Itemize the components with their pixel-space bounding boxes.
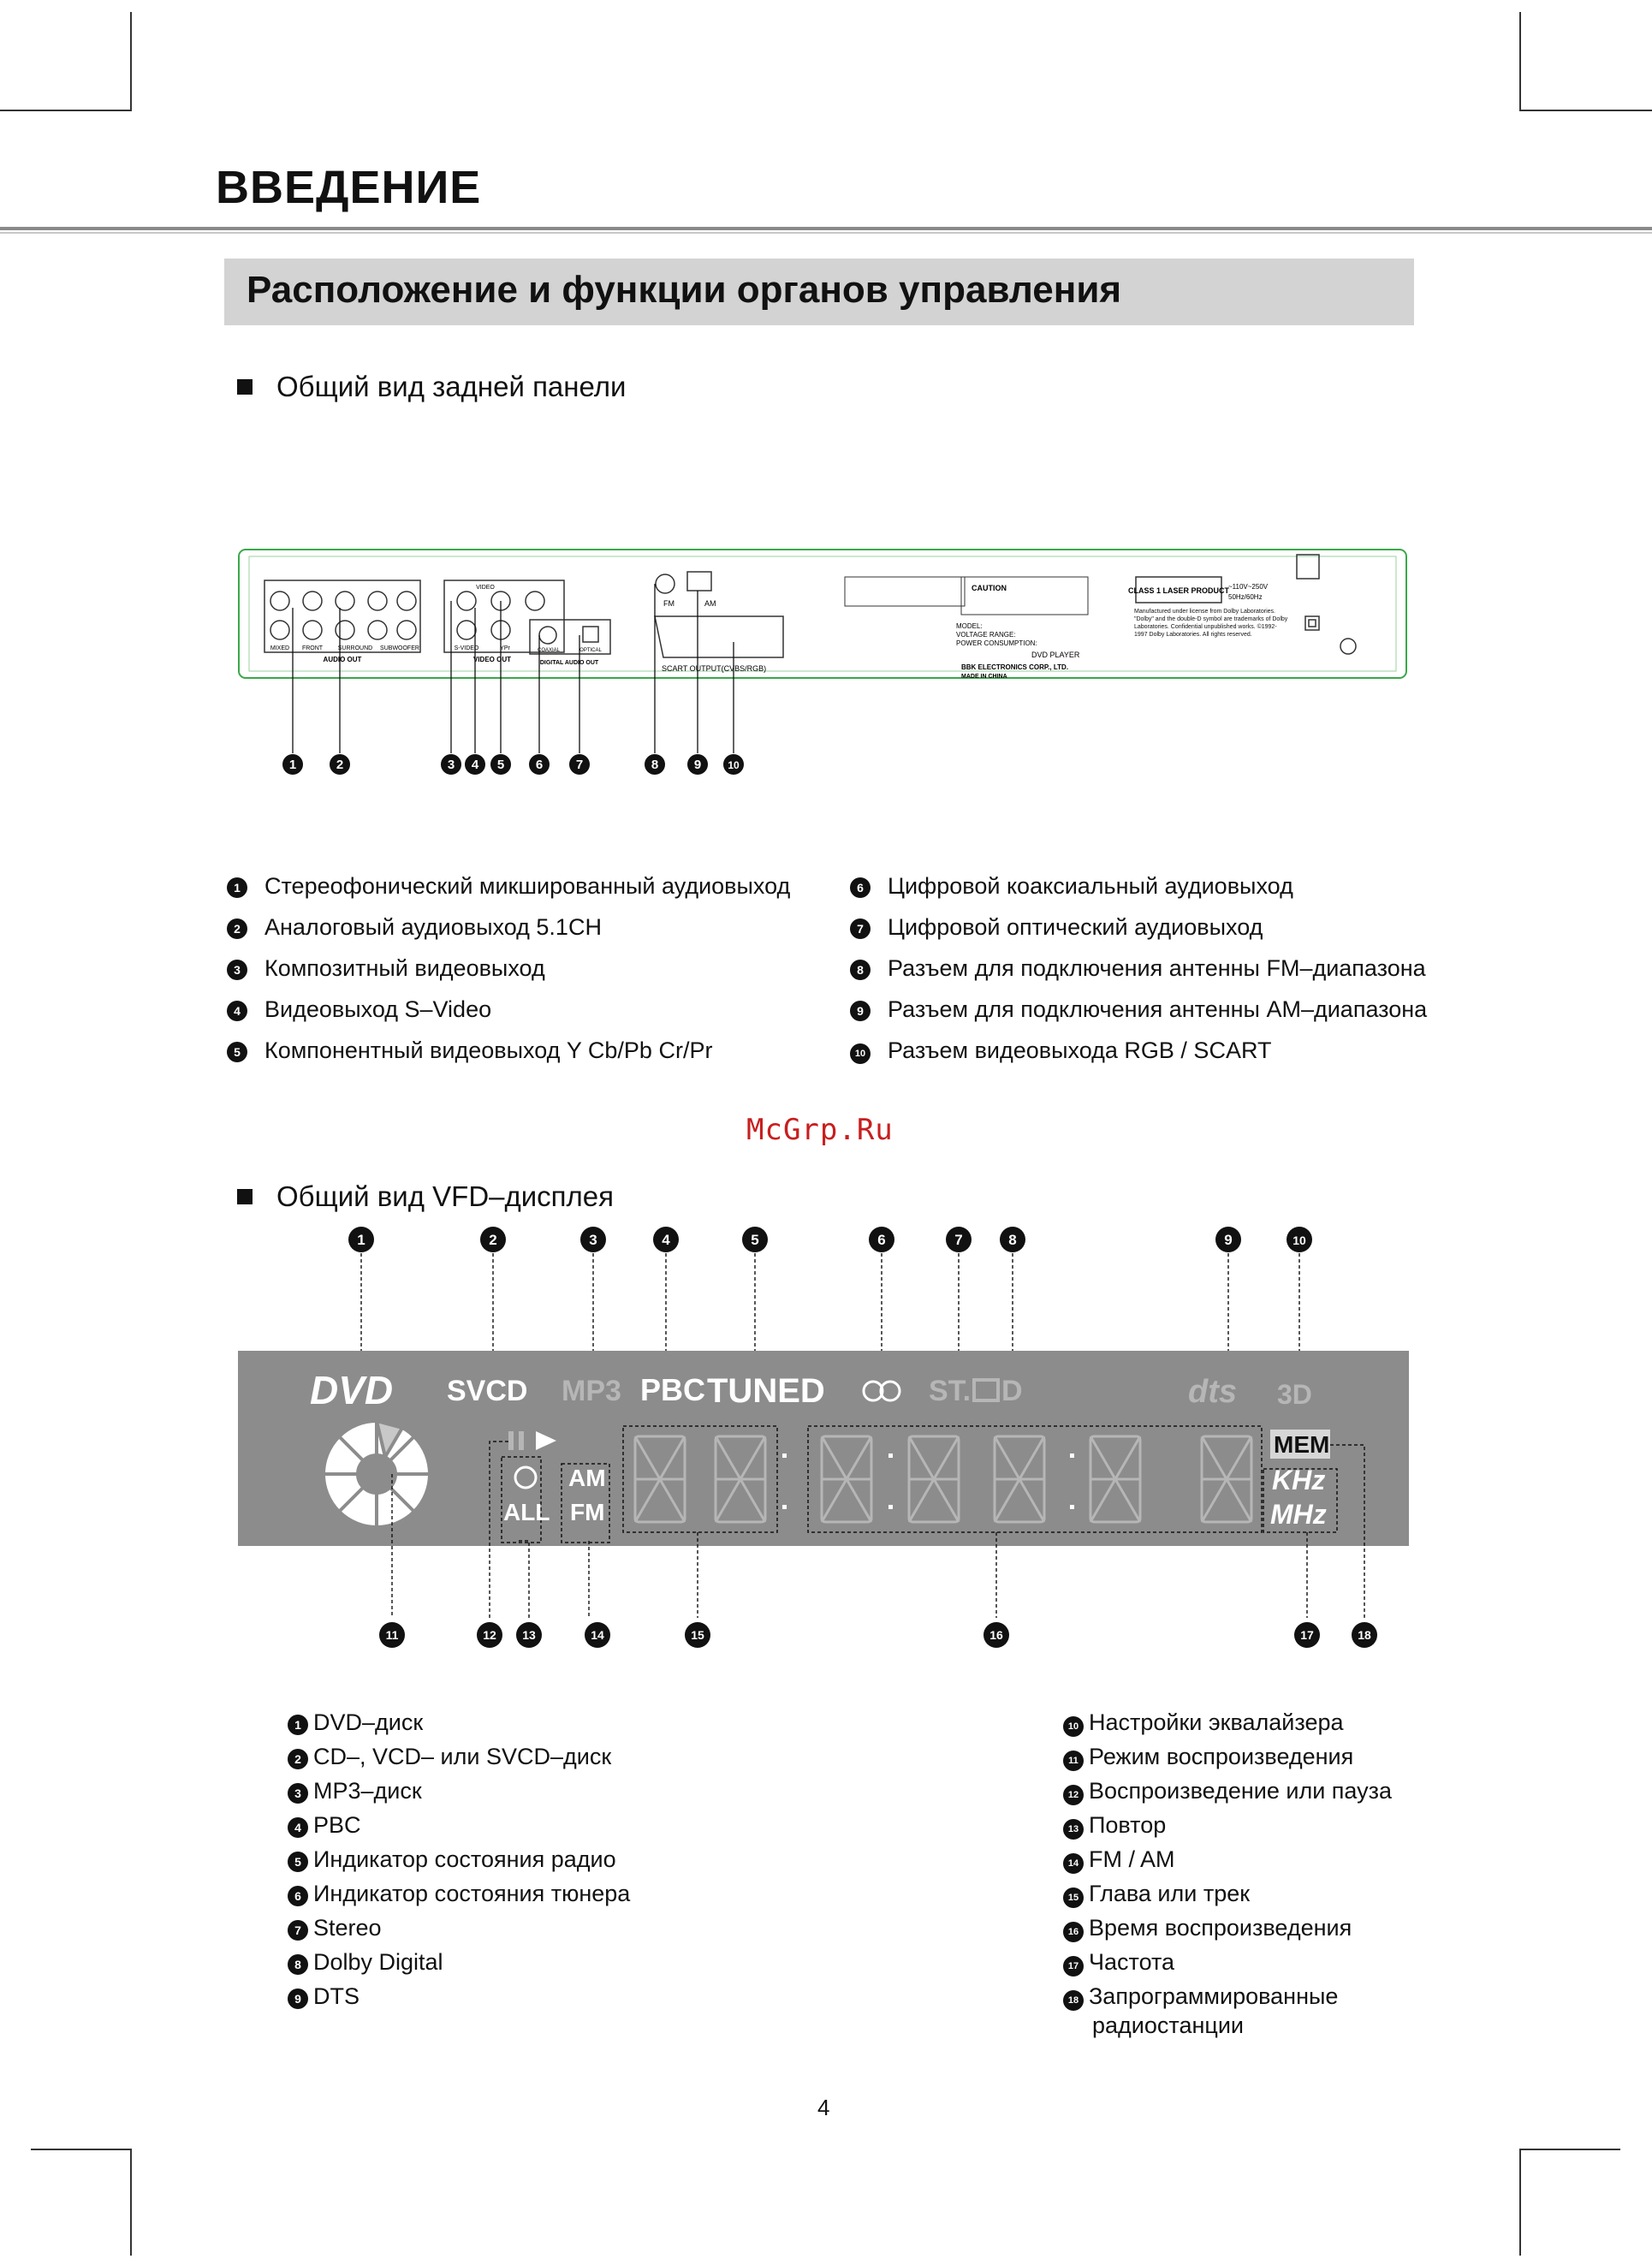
list-item <box>288 1983 360 2010</box>
label-mixed: MIXED <box>270 645 290 651</box>
list-text: Цифровой оптический аудиовыход <box>888 914 1263 940</box>
crop-mark <box>1519 12 1521 111</box>
list-text: DVD–диск <box>313 1709 424 1735</box>
list-number: 3 <box>227 960 247 980</box>
list-text: Частота <box>1089 1949 1175 1975</box>
list-item <box>1063 1915 1352 1942</box>
vfd-callout-6: 6 <box>877 1232 886 1248</box>
vfd-bottom-callouts <box>231 1618 1412 1661</box>
list-item <box>1063 1778 1392 1805</box>
list-text: Разъем для подключения антенны FM–диапазона <box>888 955 1426 981</box>
label-dvd-player: DVD PLAYER <box>1031 651 1080 659</box>
list-item <box>288 1846 616 1873</box>
list-number: 6 <box>288 1886 308 1906</box>
list-item <box>288 1915 382 1941</box>
list-number: 3 <box>288 1783 308 1804</box>
list-item <box>1063 1744 1353 1771</box>
list-number: 9 <box>288 1989 308 2009</box>
list-number: 8 <box>850 960 871 980</box>
list-text: Глава или трек <box>1089 1881 1251 1906</box>
list-item <box>850 996 1427 1023</box>
vfd-khz: KHz <box>1272 1465 1326 1495</box>
label-video: VIDEO <box>476 585 495 591</box>
bullet-square-icon <box>237 1189 253 1204</box>
list-item <box>1063 1983 1338 2011</box>
list-number: 16 <box>1063 1922 1084 1942</box>
label-scart: SCART OUTPUT(CVBS/RGB) <box>662 664 767 673</box>
list-number: 10 <box>1063 1716 1084 1737</box>
vfd-fm: FM <box>570 1499 605 1525</box>
vfd-callout-12: 12 <box>483 1628 496 1642</box>
list-text: CD–, VCD– или SVCD–диск <box>313 1744 612 1769</box>
vfd-callout-18: 18 <box>1358 1628 1371 1642</box>
vfd-callout-8: 8 <box>1008 1232 1017 1248</box>
list-number: 2 <box>288 1749 308 1769</box>
rear-callout-3: 3 <box>447 758 455 772</box>
crop-mark <box>130 12 132 111</box>
vfd-pbc: PBC <box>640 1372 706 1407</box>
rear-callout-8: 8 <box>651 758 659 772</box>
list-item <box>288 1881 630 1907</box>
vfd-mem: MEM <box>1274 1431 1330 1458</box>
list-number: 1 <box>288 1715 308 1735</box>
crop-mark <box>31 2149 132 2150</box>
list-number: 7 <box>850 918 871 939</box>
list-item <box>288 1812 361 1839</box>
list-number: 2 <box>227 918 247 939</box>
label-subwoofer: SUBWOOFER <box>380 645 419 651</box>
vfd-callout-10: 10 <box>1292 1234 1306 1247</box>
list-text: DTS <box>313 1983 360 2009</box>
vfd-3d: 3D <box>1277 1379 1312 1410</box>
vfd-am: AM <box>568 1465 606 1491</box>
label-am: AM <box>704 599 716 608</box>
vfd-callout-15: 15 <box>691 1628 704 1642</box>
vfd-callout-17: 17 <box>1300 1628 1314 1642</box>
crop-mark <box>1519 2149 1521 2256</box>
label-coaxial: COAXIAL <box>537 648 561 653</box>
list-number: 1 <box>227 877 247 898</box>
vfd-callout-3: 3 <box>589 1232 597 1248</box>
label-caution: CAUTION <box>972 584 1007 592</box>
label-maker: BBK ELECTRONICS CORP., LTD. <box>961 663 1069 671</box>
vfd-pause-icon <box>508 1431 514 1450</box>
list-item <box>288 1778 422 1804</box>
list-item <box>288 1949 443 1976</box>
vfd-all: ALL <box>503 1499 550 1525</box>
vfd-heading: Общий вид VFD–дисплея <box>276 1180 615 1212</box>
list-text: FM / AM <box>1089 1846 1175 1872</box>
list-number: 4 <box>288 1817 308 1838</box>
label-digital-audio-out: DIGITAL AUDIO OUT <box>539 660 599 666</box>
list-item <box>227 1037 712 1064</box>
vfd-disc-icon <box>324 1421 430 1527</box>
label-hz: 50Hz/60Hz <box>1228 593 1263 601</box>
list-number: 5 <box>227 1042 247 1062</box>
page-title: ВВЕДЕНИЕ <box>216 162 482 213</box>
list-item <box>850 1037 1271 1064</box>
list-text: Режим воспроизведения <box>1089 1744 1354 1769</box>
list-item <box>288 1744 611 1770</box>
vfd-callout-16: 16 <box>989 1628 1003 1642</box>
list-item <box>850 873 1293 900</box>
label-power: POWER CONSUMPTION: <box>956 639 1037 647</box>
list-item <box>227 996 491 1023</box>
label-volt-range: ~110V~250V <box>1228 583 1269 591</box>
label-audio-out: AUDIO OUT <box>323 656 362 663</box>
header-rule-thin <box>0 232 1652 234</box>
list-number: 15 <box>1063 1887 1084 1908</box>
vfd-dts: dts <box>1188 1374 1237 1410</box>
label-optical: OPTICAL <box>579 648 602 653</box>
vfd-callout-7: 7 <box>954 1232 963 1248</box>
label-front: FRONT <box>301 645 324 651</box>
list-number: 7 <box>288 1920 308 1941</box>
vfd-tuned: TUNED <box>707 1372 825 1410</box>
list-item <box>1063 1709 1344 1737</box>
vfd-dvd-logo: DVD <box>310 1368 394 1412</box>
list-text: Время воспроизведения <box>1089 1915 1352 1941</box>
list-number: 11 <box>1063 1751 1084 1771</box>
list-text: Dolby Digital <box>313 1949 443 1975</box>
list-text: Аналоговый аудиовыход 5.1CH <box>264 914 602 940</box>
list-text: Компонентный видеовыход Y Cb/Pb Cr/Pr <box>264 1037 713 1063</box>
list-item <box>1063 1846 1175 1874</box>
vfd-callout-5: 5 <box>751 1232 759 1248</box>
rear-callout-2: 2 <box>336 758 344 772</box>
list-text: Цифровой коаксиальный аудиовыход <box>888 873 1293 899</box>
vfd-svcd: SVCD <box>447 1375 528 1407</box>
rear-panel-heading: Общий вид задней панели <box>276 371 627 402</box>
list-text: Индикатор состояния тюнера <box>313 1881 631 1906</box>
list-text: Разъем для подключения антенны AM–диапазона <box>888 996 1428 1022</box>
label-svideo: S-VIDEO <box>454 645 479 651</box>
label-class-laser: CLASS 1 LASER PRODUCT <box>1127 586 1230 595</box>
section-title: Расположение и функции органов управления <box>247 269 1122 311</box>
list-item-continuation <box>1092 2012 1244 2039</box>
rear-panel-callouts <box>235 685 835 779</box>
list-item <box>227 955 545 982</box>
list-text: Видеовыход S–Video <box>264 996 492 1022</box>
rear-panel-diagram <box>235 539 1412 685</box>
label-voltage: VOLTAGE RANGE: <box>956 631 1016 639</box>
vfd-dolby-d: D <box>1001 1375 1023 1407</box>
list-number: 8 <box>288 1954 308 1975</box>
list-number: 13 <box>1063 1819 1084 1840</box>
vfd-callout-13: 13 <box>522 1628 536 1642</box>
list-text: Воспроизведение или пауза <box>1089 1778 1393 1804</box>
rear-callout-7: 7 <box>575 758 584 772</box>
rear-callout-10: 10 <box>728 759 740 771</box>
rear-callout-1: 1 <box>288 758 297 772</box>
crop-mark <box>1519 110 1652 111</box>
list-item <box>850 955 1426 982</box>
crop-mark <box>130 2149 132 2256</box>
list-text: Индикатор состояния радио <box>313 1846 616 1872</box>
list-number: 10 <box>850 1043 871 1064</box>
list-text: PBC <box>313 1812 361 1838</box>
list-text: Настройки эквалайзера <box>1089 1709 1344 1735</box>
bullet-square-icon <box>237 379 253 395</box>
label-made-in: MADE IN CHINA <box>961 674 1007 680</box>
crop-mark <box>1519 2149 1620 2150</box>
list-number: 14 <box>1063 1853 1084 1874</box>
rear-callout-4: 4 <box>471 758 479 772</box>
list-item <box>227 873 790 900</box>
vfd-st: ST. <box>929 1375 972 1407</box>
page-number: 4 <box>817 2095 830 2120</box>
list-item <box>227 914 602 941</box>
list-number: 6 <box>850 877 871 898</box>
list-text: Композитный видеовыход <box>264 955 545 981</box>
list-number: 18 <box>1063 1990 1084 2011</box>
rear-callout-5: 5 <box>496 758 505 772</box>
rear-callout-6: 6 <box>535 758 544 772</box>
crop-mark <box>0 110 130 111</box>
list-number: 5 <box>288 1852 308 1872</box>
vfd-callout-9: 9 <box>1224 1232 1233 1248</box>
list-text: Разъем видеовыхода RGB / SCART <box>888 1037 1272 1063</box>
list-item <box>1063 1881 1250 1908</box>
list-number: 4 <box>227 1001 247 1021</box>
label-video-out: VIDEO OUT <box>472 656 512 663</box>
list-item <box>1063 1949 1174 1977</box>
vfd-callout-14: 14 <box>591 1628 604 1642</box>
vfd-diagram <box>231 1216 1412 1644</box>
vfd-callout-4: 4 <box>662 1232 670 1248</box>
list-item <box>850 914 1263 941</box>
vfd-mp3: MP3 <box>562 1375 621 1407</box>
list-number: 12 <box>1063 1785 1084 1805</box>
label-ypbpr: YPr <box>500 645 510 651</box>
vfd-callout-11: 11 <box>385 1628 399 1642</box>
label-license: Manufactured under license from Dolby Laboratories. "Dolby" and the double-D symbol are trademarks of Dolby Laboratories. Confidential unpublished works. ©1992-1997 Dolby Laboratories. All rights reserved. <box>1134 609 1288 638</box>
vfd-callout-2: 2 <box>489 1232 497 1248</box>
vfd-callout-1: 1 <box>357 1232 365 1248</box>
vfd-mhz: MHz <box>1270 1499 1327 1530</box>
list-text: Повтор <box>1089 1812 1167 1838</box>
rear-callout-9: 9 <box>693 758 702 772</box>
list-item <box>1063 1812 1166 1840</box>
label-model: MODEL: <box>956 622 983 630</box>
list-text: MP3–диск <box>313 1778 422 1804</box>
watermark: McGrp.Ru <box>746 1113 894 1147</box>
list-text: радиостанции <box>1092 2012 1245 2038</box>
header-rule <box>0 227 1652 230</box>
label-fm: FM <box>663 599 674 608</box>
list-text: Запрограммированные <box>1089 1983 1339 2009</box>
list-text: Стереофонический микшированный аудиовыход <box>264 873 791 899</box>
list-text: Stereo <box>313 1915 382 1941</box>
list-number: 9 <box>850 1001 871 1021</box>
label-surround: SURROUND <box>337 645 373 651</box>
list-number: 17 <box>1063 1956 1084 1977</box>
list-item <box>288 1709 423 1736</box>
